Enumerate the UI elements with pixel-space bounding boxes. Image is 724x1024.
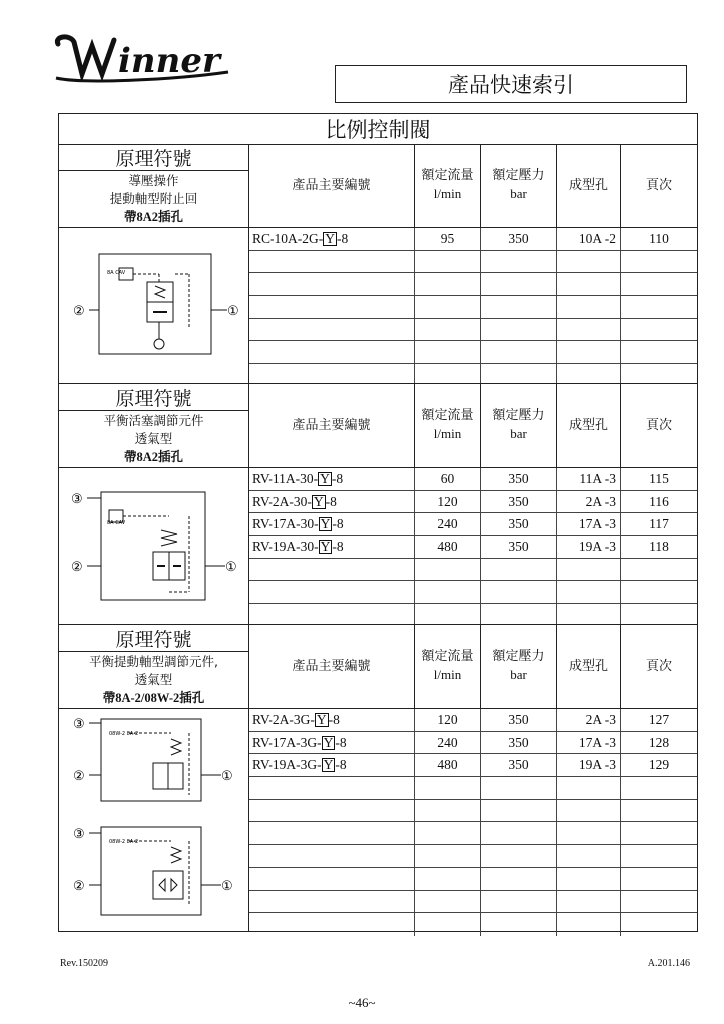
cavity-cell: 2A -3 (557, 491, 621, 513)
page-number: ~46~ (348, 995, 376, 1010)
rows-1 (249, 228, 697, 384)
page-cell: 118 (649, 538, 669, 554)
model-prefix: RV-17A-3G- (252, 734, 322, 750)
desc-line-2: 透氣型 (134, 672, 173, 687)
col-pressure: 額定壓力 bar (481, 625, 557, 708)
cavity-cell (557, 319, 621, 341)
model-cell (249, 513, 415, 535)
model-option: Y (323, 734, 334, 750)
model-prefix: RV-2A-3G- (252, 711, 315, 727)
flow-cell: 120 (415, 709, 481, 731)
page-cell: 128 (648, 734, 670, 750)
flow-cell (415, 251, 481, 273)
table-row (249, 491, 697, 514)
table-row (249, 536, 697, 559)
flow-cell (415, 913, 481, 936)
page-cell (621, 296, 697, 318)
column-header (249, 625, 697, 709)
section-1 (59, 144, 697, 384)
model-cell (249, 777, 415, 799)
col-page: 頁次 (645, 177, 672, 193)
port-3-label: ③ (71, 491, 83, 506)
index-title-box (335, 65, 687, 103)
port-3-label: ③ (73, 716, 85, 731)
desc-line-1: 平衡活塞調節元件 (103, 413, 204, 428)
col-cavity: 成型孔 (557, 625, 621, 708)
model-prefix: RV-2A-30- (252, 493, 312, 509)
symbol-diagram-1 (59, 228, 249, 383)
table-row (249, 273, 697, 296)
pressure-cell: 350 (481, 754, 557, 776)
cavity-cell (557, 845, 621, 867)
model-cell (249, 468, 415, 490)
model-cell (249, 754, 415, 776)
page-cell (621, 913, 697, 936)
table-row (249, 822, 697, 845)
cavity-cell (557, 800, 621, 822)
cavity-cell (557, 581, 621, 603)
pressure-cell (481, 913, 557, 936)
model-option: Y (320, 538, 331, 554)
model-cell (249, 581, 415, 603)
cavity-cell: 17A -3 (557, 513, 621, 535)
flow-cell: 480 (415, 536, 481, 558)
model-cell (249, 709, 415, 731)
port-2-label: ② (71, 559, 83, 574)
flow-cell (415, 296, 481, 318)
model-option: Y (320, 470, 330, 486)
pressure-cell (481, 891, 557, 913)
col-flow: 額定流量 l/min (415, 625, 481, 708)
page-cell (621, 319, 697, 341)
desc-line-3: 帶8A-2/08W-2插孔 (102, 691, 205, 705)
col-cavity: 成型孔 (557, 144, 621, 227)
flow-cell (415, 581, 481, 603)
desc-line-2: 提動軸型附止回 (109, 191, 198, 206)
pressure-cell (481, 559, 557, 581)
page-cell (621, 800, 697, 822)
flow-cell: 95 (415, 228, 481, 250)
table-row (249, 251, 697, 274)
product-table (58, 113, 698, 932)
model-cell (249, 273, 415, 295)
desc-line-1: 導壓操作 (128, 173, 179, 188)
pressure-cell (481, 273, 557, 295)
col-pressure: 額定壓力 bar (481, 384, 557, 467)
pressure-cell: 350 (481, 732, 557, 754)
page-cell: 127 (648, 711, 670, 727)
flow-cell: 240 (415, 732, 481, 754)
rows-2 (249, 468, 697, 625)
table-row (249, 868, 697, 891)
pressure-cell (481, 822, 557, 844)
table-row (249, 468, 697, 491)
port-2-label-b: ② (73, 878, 85, 893)
table-row (249, 777, 697, 800)
flow-cell (415, 845, 481, 867)
cavity-cell: 17A -3 (557, 732, 621, 754)
table-row (249, 709, 697, 732)
flow-cell (415, 273, 481, 295)
symbol-title: 原理符號 (59, 384, 248, 411)
model-cell (249, 228, 415, 250)
model-cell (249, 732, 415, 754)
symbol-diagram-3 (59, 709, 249, 931)
page-cell: 117 (649, 516, 669, 532)
page-cell: 129 (648, 757, 670, 773)
revision-label: Rev.150209 (60, 958, 108, 969)
model-suffix: -8 (337, 230, 349, 246)
pressure-cell (481, 319, 557, 341)
table-row (249, 228, 697, 251)
pressure-cell (481, 296, 557, 318)
cavity-label: 8A CAV (107, 270, 126, 276)
table-row (249, 800, 697, 823)
pressure-cell (481, 868, 557, 890)
port-3-label-b: ③ (73, 826, 85, 841)
model-suffix: -8 (328, 711, 340, 727)
model-cell (249, 913, 415, 936)
flow-cell (415, 319, 481, 341)
model-prefix: RV-11A-30- (252, 470, 319, 486)
pressure-cell: 350 (481, 491, 557, 513)
pressure-cell (481, 581, 557, 603)
cavity-cell (557, 296, 621, 318)
cavity-cell: 2A -3 (557, 709, 621, 731)
section-3 (59, 625, 697, 931)
model-prefix: RC-10A-2G- (252, 230, 324, 246)
cavity-cell: 10A -2 (557, 228, 621, 250)
model-option: Y (313, 493, 324, 509)
model-option: Y (325, 230, 335, 246)
pressure-cell (481, 777, 557, 799)
cavity-cell (557, 913, 621, 936)
cavity-cell (557, 777, 621, 799)
pressure-cell: 350 (481, 709, 557, 731)
col-page: 頁次 (645, 658, 672, 674)
model-suffix: -8 (335, 757, 347, 773)
model-cell (249, 536, 415, 558)
rows-3 (249, 709, 697, 931)
pressure-cell (481, 845, 557, 867)
table-row (249, 513, 697, 536)
hydraulic-symbol-3 (59, 709, 247, 931)
table-row (249, 559, 697, 582)
model-suffix: -8 (332, 538, 344, 554)
symbol-header (59, 144, 249, 228)
model-cell (249, 868, 415, 890)
pressure-cell (481, 251, 557, 273)
index-title: 產品快速索引 (448, 73, 574, 97)
table-row (249, 341, 697, 364)
model-cell (249, 491, 415, 513)
cavity-label-1: 08W-2 8A-2 (109, 731, 139, 737)
cavity-cell (557, 891, 621, 913)
pressure-cell: 350 (481, 228, 557, 250)
col-cavity: 成型孔 (557, 384, 621, 467)
model-option: Y (323, 757, 334, 773)
col-model: 產品主要編號 (249, 144, 415, 227)
model-cell (249, 251, 415, 273)
symbol-title: 原理符號 (59, 144, 248, 171)
page-cell (621, 868, 697, 890)
col-flow: 額定流量 l/min (415, 144, 481, 227)
desc-line-3: 帶8A2插孔 (123, 450, 184, 464)
col-model: 產品主要編號 (249, 625, 415, 708)
model-cell (249, 559, 415, 581)
model-cell (249, 822, 415, 844)
model-suffix: -8 (325, 493, 337, 509)
cavity-cell (557, 868, 621, 890)
pressure-cell (481, 800, 557, 822)
cavity-cell (557, 341, 621, 363)
flow-cell (415, 868, 481, 890)
table-row (249, 845, 697, 868)
flow-cell: 60 (415, 468, 481, 490)
table-row (249, 754, 697, 777)
col-model: 產品主要編號 (249, 384, 415, 467)
flow-cell: 240 (415, 513, 481, 535)
model-cell (249, 319, 415, 341)
port-1-label: ① (227, 303, 239, 318)
flow-cell (415, 891, 481, 913)
table-row (249, 296, 697, 319)
port-1-label-b: ① (221, 878, 233, 893)
model-cell (249, 296, 415, 318)
cavity-cell (557, 251, 621, 273)
model-cell (249, 341, 415, 363)
cavity-cell: 11A -3 (557, 468, 621, 490)
hydraulic-symbol-2 (59, 468, 247, 624)
model-suffix: -8 (335, 734, 347, 750)
cavity-cell: 19A -3 (557, 536, 621, 558)
model-suffix: -8 (331, 470, 344, 486)
table-row (249, 891, 697, 914)
cavity-label-2: 08W-2 8A-2 (109, 839, 139, 845)
flow-cell (415, 341, 481, 363)
port-1-label: ① (225, 559, 237, 574)
model-option: Y (320, 516, 331, 532)
hydraulic-symbol-1 (59, 228, 247, 383)
pressure-cell: 350 (481, 513, 557, 535)
flow-cell (415, 559, 481, 581)
desc-line-1: 平衡提動軸型調節元件, (89, 654, 218, 669)
cavity-cell (557, 273, 621, 295)
page-cell (621, 273, 697, 295)
page-cell (621, 822, 697, 844)
cavity-cell: 19A -3 (557, 754, 621, 776)
col-flow: 額定流量 l/min (415, 384, 481, 467)
desc-line-2: 透氣型 (134, 431, 173, 446)
page-cell: 116 (649, 493, 669, 509)
model-prefix: RV-17A-30- (252, 516, 319, 532)
port-2-label: ② (73, 768, 85, 783)
pressure-cell: 350 (481, 536, 557, 558)
page-cell (621, 845, 697, 867)
model-prefix: RV-19A-30- (252, 538, 319, 554)
port-1-label: ① (221, 768, 233, 783)
flow-cell (415, 777, 481, 799)
pressure-cell (481, 341, 557, 363)
table-row (249, 319, 697, 342)
column-header (249, 384, 697, 468)
cavity-label: 8A CAV (107, 520, 126, 526)
page-cell (621, 581, 697, 603)
main-title: 比例控制閥 (59, 114, 697, 145)
port-2-label: ② (73, 303, 85, 318)
svg-text:inner: inner (118, 41, 220, 81)
model-suffix: -8 (332, 516, 344, 532)
symbol-title: 原理符號 (59, 625, 248, 652)
page-cell (621, 777, 697, 799)
pressure-cell: 350 (481, 468, 557, 490)
page-cell (621, 559, 697, 581)
desc-line-3: 帶8A2插孔 (123, 210, 184, 224)
model-option: Y (316, 711, 327, 727)
model-cell (249, 891, 415, 913)
page-cell: 110 (649, 230, 669, 246)
column-header (249, 144, 697, 228)
winner-logo (52, 32, 232, 84)
page-cell (621, 891, 697, 913)
symbol-diagram-2 (59, 468, 249, 624)
cavity-cell (557, 559, 621, 581)
page-cell (621, 251, 697, 273)
flow-cell (415, 822, 481, 844)
section-2 (59, 384, 697, 625)
symbol-header (59, 384, 249, 468)
flow-cell: 120 (415, 491, 481, 513)
document-number: A.201.146 (647, 958, 690, 969)
model-cell (249, 800, 415, 822)
symbol-header (59, 625, 249, 709)
model-prefix: RV-19A-3G- (252, 757, 322, 773)
page-cell (621, 341, 697, 363)
model-cell (249, 845, 415, 867)
col-page: 頁次 (645, 417, 672, 433)
cavity-cell (557, 822, 621, 844)
table-row (249, 913, 697, 936)
flow-cell: 480 (415, 754, 481, 776)
flow-cell (415, 800, 481, 822)
col-pressure: 額定壓力 bar (481, 144, 557, 227)
table-row (249, 732, 697, 755)
page-cell: 115 (649, 470, 669, 486)
table-row (249, 581, 697, 604)
